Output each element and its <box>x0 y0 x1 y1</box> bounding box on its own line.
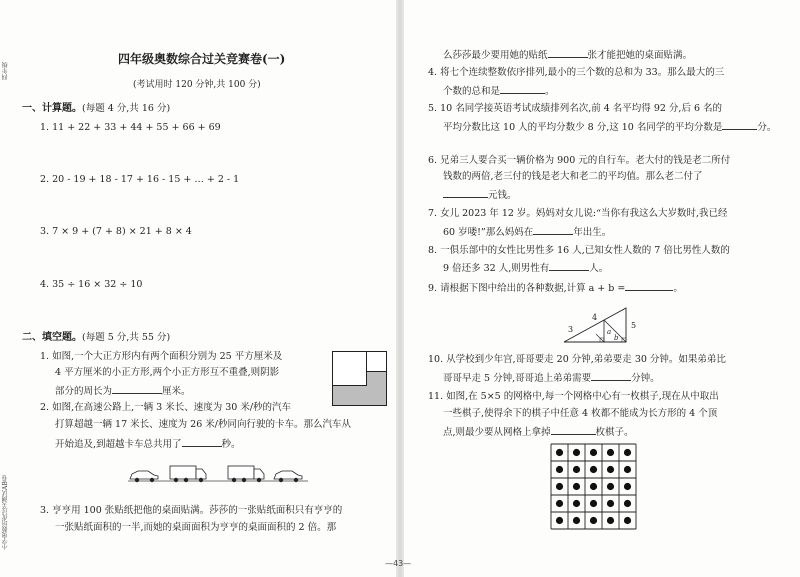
chess-piece <box>556 517 563 524</box>
fill-problem-11-line2: 一些棋子,使得余下的棋子中任意 4 枚都不能成为长方形的 4 个顶 <box>443 408 718 419</box>
chess-piece <box>624 500 631 507</box>
answer-blank[interactable] <box>551 424 596 435</box>
book-gutter <box>396 0 404 577</box>
chess-piece <box>573 483 580 490</box>
fill-problem-3-line3: 么莎莎最少要用她的贴纸 张才能把她的桌面贴满。 <box>443 47 692 62</box>
fill-problem-9: 9. 请根据下图中给出的各种数据,计算 a + b = 。 <box>428 280 683 295</box>
vehicles-figure <box>128 460 308 486</box>
chess-piece <box>590 500 597 507</box>
chess-piece <box>573 449 580 456</box>
fill-problem-5-line2: 平均分数比这 10 人的平均分数少 8 分,这 10 名同学的平均分数是 分。 <box>443 119 776 134</box>
chess-piece <box>607 500 614 507</box>
calc-problem-1: 1. 11 + 22 + 33 + 44 + 55 + 66 + 69 <box>40 122 221 133</box>
answer-blank[interactable] <box>722 119 757 130</box>
calc-problem-2: 2. 20 - 19 + 18 - 17 + 16 - 15 + … + 2 - 1 <box>40 174 240 185</box>
fill-problem-6-line3: 元钱。 <box>443 187 517 202</box>
answer-blank[interactable] <box>182 436 222 447</box>
triangle-figure <box>562 306 642 344</box>
answer-blank[interactable] <box>500 83 545 94</box>
chess-piece <box>624 466 631 473</box>
answer-blank[interactable] <box>533 224 573 235</box>
page-subtitle: (考试用时 120 分钟,共 100 分) <box>133 80 261 90</box>
page-number: —43— <box>385 559 412 568</box>
fill-problem-11-line1: 11. 如图,在 5×5 的网格中,每一个网格中心有一枚棋子,现在从中取出 <box>428 391 719 402</box>
fill-problem-8-line2: 9 倍还多 32 人,则男性有 人。 <box>443 260 608 275</box>
chess-piece <box>556 466 563 473</box>
chess-piece <box>624 483 631 490</box>
chess-piece <box>556 500 563 507</box>
answer-blank[interactable] <box>112 383 162 394</box>
fill-problem-3-line2: 一张贴纸面积的一半,而她的桌面面积为亨亨的桌面面积的 2 倍。那 <box>55 522 337 533</box>
chess-piece <box>624 449 631 456</box>
answer-blank[interactable] <box>443 187 488 198</box>
answer-blank[interactable] <box>548 47 588 58</box>
chess-piece <box>590 517 597 524</box>
fill-problem-6-line2: 钱数的两倍,老三付的钱是老大和老二的平均值。那么老二付了 <box>443 171 703 182</box>
truck-icon <box>170 466 206 482</box>
fill-problem-3-line1: 3. 亨亨用 100 张贴纸把他的桌面贴满。莎莎的一张贴纸面积只有亨亨的 <box>40 505 343 516</box>
chess-piece <box>607 517 614 524</box>
answer-blank[interactable] <box>625 280 673 291</box>
fill-problem-4-line2: 个数的总和是 。 <box>443 83 555 98</box>
fill-problem-8-line1: 8. 一俱乐部中的女性比男性多 16 人,已知女性人数的 7 倍比男性人数的 <box>428 245 730 256</box>
chess-piece <box>573 500 580 507</box>
triangle-label: 3 <box>568 325 574 334</box>
fill-problem-7-line1: 7. 女儿 2023 年 12 岁。妈妈对女儿说:“当你有我这么大岁数时,我已经 <box>428 208 728 219</box>
fill-problem-1-line2: 4 平方厘米的小正方形,两个小正方形互不重叠,则阴影 <box>55 367 280 378</box>
triangle-label: 4 <box>592 313 598 322</box>
fill-problem-2-line1: 2. 如图,在高速公路上,一辆 3 米长、速度为 30 米/秒的汽车 <box>40 402 292 413</box>
answer-blank[interactable] <box>591 370 631 381</box>
chess-piece <box>573 466 580 473</box>
fill-problem-2-line3: 开始追及,到超越卡车总共用了 秒。 <box>55 436 241 451</box>
calc-problem-3: 3. 7 × 9 + (7 + 8) × 21 + 8 × 4 <box>40 226 192 237</box>
fill-problem-7-line2: 60 岁喽!”那么妈妈在 年出生。 <box>443 224 611 239</box>
page-title: 四年级奥数综合过关竞赛卷(一) <box>118 52 286 66</box>
chess-piece <box>607 449 614 456</box>
answer-blank[interactable] <box>549 260 589 271</box>
triangle-label: b <box>614 334 619 342</box>
side-tab-book: 小学奥数培优过关测试AB卷 <box>2 475 9 550</box>
fill-problem-5-line1: 5. 10 名同学接英语考试成绩排列名次,前 4 名平均得 92 分,后 6 名的 <box>428 103 723 114</box>
fill-problem-10-line2: 哥哥早走 5 分钟,哥哥追上弟弟需要 分钟。 <box>443 370 660 385</box>
chess-piece <box>590 449 597 456</box>
chess-piece <box>624 517 631 524</box>
fill-problem-11-line3: 点,则最少要从网格上拿掉 枚棋子。 <box>443 424 634 439</box>
section1-heading: 一、计算题。(每题 4 分,共 16 分) <box>22 103 171 114</box>
triangle-label: a <box>607 328 612 336</box>
chess-piece <box>590 483 597 490</box>
chess-piece <box>573 517 580 524</box>
fill-problem-1-line3: 部分的周长为 厘米。 <box>55 383 191 398</box>
chess-piece <box>556 483 563 490</box>
chess-piece <box>556 449 563 456</box>
section2-heading: 二、填空题。(每题 5 分,共 55 分) <box>22 332 171 343</box>
triangle-label: 5 <box>631 321 637 330</box>
chess-piece <box>590 466 597 473</box>
chess-piece <box>607 466 614 473</box>
chess-piece <box>607 483 614 490</box>
fill-problem-2-line2: 打算超越一辆 17 米长、速度为 26 米/秒同向行驶的卡车。那么汽车从 <box>55 419 351 430</box>
side-tab-grade: 四年级 <box>2 62 9 80</box>
calc-problem-4: 4. 35 ÷ 16 × 32 ÷ 10 <box>40 279 143 290</box>
fill-problem-1-line1: 1. 如图,一个大正方形内有两个面积分别为 25 平方厘米及 <box>40 351 283 362</box>
square-figure <box>332 351 387 406</box>
fill-problem-4-line1: 4. 将七个连续整数依序排列,最小的三个数的总和为 33。那么最大的三 <box>428 67 725 78</box>
truck-icon <box>228 466 264 482</box>
fill-problem-10-line1: 10. 从学校到少年宫,哥哥要走 20 分钟,弟弟要走 30 分钟。如果弟弟比 <box>428 354 726 365</box>
car-icon <box>130 471 158 482</box>
car-icon <box>274 471 302 482</box>
fill-problem-6-line1: 6. 兄弟三人要合买一辆价格为 900 元的自行车。老大付的钱是老二所付 <box>428 155 731 166</box>
chess-grid-figure <box>551 444 636 529</box>
